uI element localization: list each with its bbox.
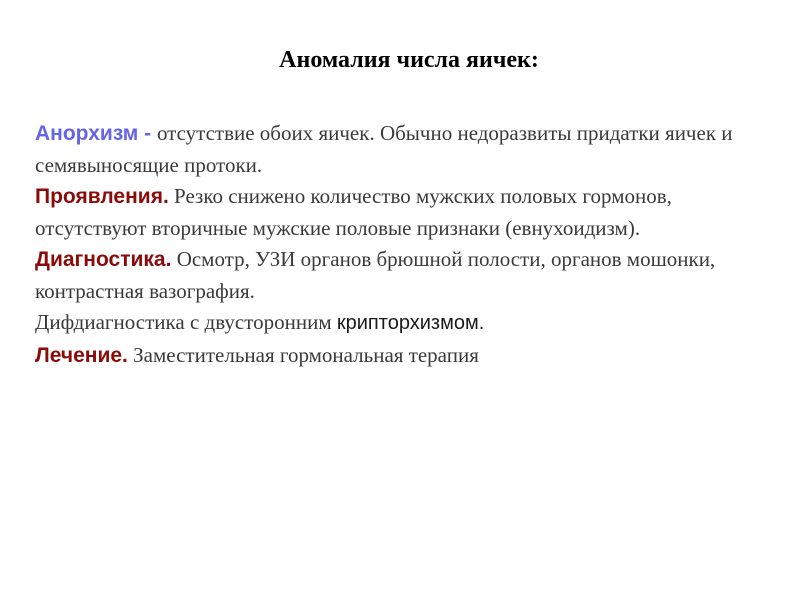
text-differential: Дифдиагностика с двусторонним bbox=[35, 310, 337, 334]
slide-body bbox=[35, 118, 775, 371]
paragraph-diagnostics bbox=[35, 244, 775, 307]
text-treatment: Заместительная гормональная терапия bbox=[127, 342, 479, 367]
text-anorchism: отсутствие обоих яичек. Обычно недоразвиты придатки яичек и семявыносящие протоки. bbox=[35, 121, 733, 177]
term-cryptorchidism: крипторхизмом. bbox=[336, 312, 485, 334]
term-anorchism: Анорхизм - bbox=[35, 122, 157, 145]
paragraph-treatment bbox=[35, 340, 775, 372]
term-diagnostics: Диагностика. bbox=[35, 248, 172, 271]
term-manifestations: Проявления. bbox=[35, 185, 169, 208]
paragraph-anorchism bbox=[35, 118, 775, 181]
slide-title: Аномалия числа яичек: bbox=[279, 47, 539, 73]
term-treatment: Лечение. bbox=[35, 343, 128, 367]
paragraph-differential bbox=[35, 307, 775, 340]
text-diagnostics: Осмотр, УЗИ органов брюшной полости, органов мошонки, контрастная вазография. bbox=[35, 247, 716, 303]
text-manifestations: Резко снижено количество мужских половых гормонов, отсутствуют вторичные мужские половые признаки (евнухоидизм). bbox=[35, 184, 672, 240]
paragraph-manifestations bbox=[35, 181, 775, 244]
